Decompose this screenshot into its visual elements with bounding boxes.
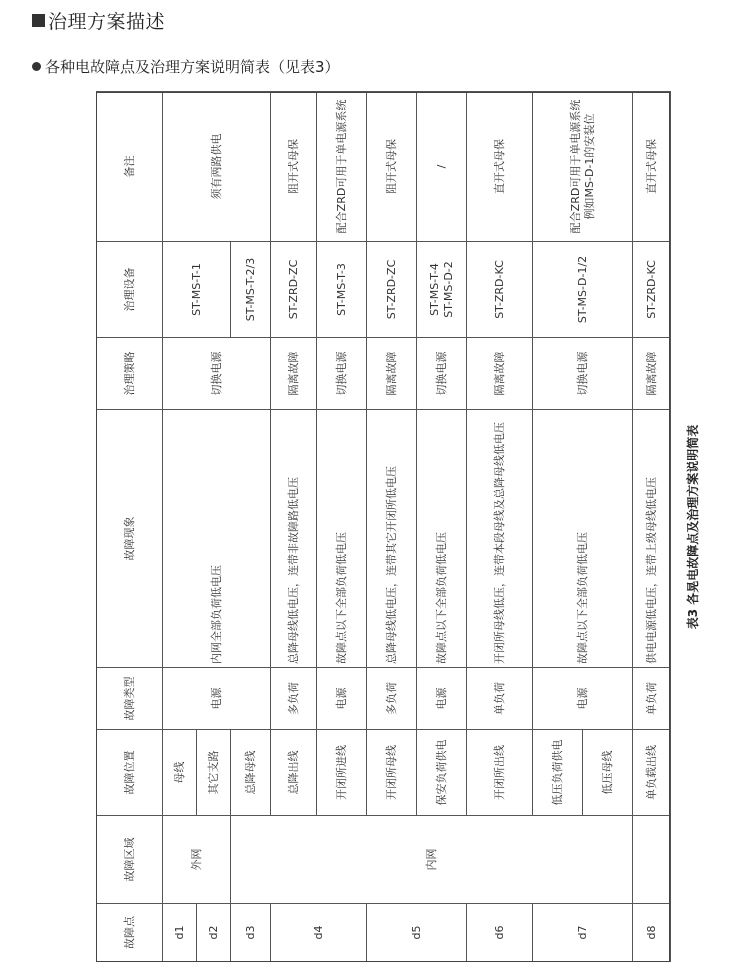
- cell-strategy: 隔离故障: [367, 338, 417, 410]
- device-line-1: ST-MS-T-4: [427, 263, 441, 316]
- cell-phenomenon: 总降母线低电压，连带其它开闭所低电压: [367, 410, 417, 668]
- cell-type: 单负荷: [467, 668, 533, 730]
- cell-location: 开闭所出线: [467, 730, 533, 816]
- cell-phenomenon: 故障点以下全部负荷低电压: [317, 410, 367, 668]
- cell-note: 阻开式母保: [367, 92, 417, 242]
- table-header-row: [97, 92, 163, 962]
- cell-point: d1: [163, 904, 197, 962]
- cell-device: ST-MS-T-1: [163, 242, 231, 338]
- cell-point: d2: [197, 904, 231, 962]
- cell-point: d5: [367, 904, 467, 962]
- cell-note: 直开式母保: [633, 92, 671, 242]
- cell-device: ST-MS-T-3: [317, 242, 367, 338]
- cell-location: 其它支路: [197, 730, 231, 816]
- cell-note: 配合ZRD可用于单电源系统: [317, 92, 367, 242]
- cell-location: 总降母线: [231, 730, 271, 816]
- table-row-d8: [633, 92, 671, 962]
- cell-type: 电源: [417, 668, 467, 730]
- cell-phenomenon: 故障点以下全部负荷低电压: [417, 410, 467, 668]
- cell-point: d7: [533, 904, 633, 962]
- cell-type: 多负荷: [271, 668, 317, 730]
- device-line-2: ST-MS-D-2: [441, 261, 455, 318]
- cell-location: 低压负荷供电: [533, 730, 583, 816]
- cell-strategy: 切换电源: [533, 338, 633, 410]
- header-location: 故障位置: [97, 730, 163, 816]
- cell-type: 电源: [317, 668, 367, 730]
- section-heading: [32, 7, 165, 34]
- cell-note: 阻开式母保: [271, 92, 317, 242]
- cell-point: d3: [231, 904, 271, 962]
- header-type: 故障类型: [97, 668, 163, 730]
- cell-device: ST-MS-T-2/3: [231, 242, 271, 338]
- cell-phenomenon: 内网全部负荷低电压: [163, 410, 271, 668]
- header-zone: 故障区域: [97, 816, 163, 904]
- cell-location: 单负载出线: [633, 730, 671, 816]
- cell-strategy: 切换电源: [317, 338, 367, 410]
- square-bullet-icon: [32, 14, 45, 27]
- cell-device: ST-ZRD-ZC: [271, 242, 317, 338]
- cell-device: ST-MS-D-1/2: [533, 242, 633, 338]
- cell-device: ST-ZRD-KC: [633, 242, 671, 338]
- cell-point: d8: [633, 904, 671, 962]
- cell-strategy: 隔离故障: [467, 338, 533, 410]
- cell-point: d6: [467, 904, 533, 962]
- cell-strategy: 切换电源: [163, 338, 271, 410]
- cell-location: 保安负荷供电: [417, 730, 467, 816]
- cell-type: 单负荷: [633, 668, 671, 730]
- header-note: 备注: [97, 92, 163, 242]
- cell-strategy: 隔离故障: [633, 338, 671, 410]
- table-row-d1: [163, 92, 197, 962]
- header-phenomenon: 故障现象: [97, 410, 163, 668]
- cell-note: 须有两路供电: [163, 92, 271, 242]
- cell-type: 电源: [533, 668, 633, 730]
- header-device: 治理设备: [97, 242, 163, 338]
- cell-phenomenon: 总降母线低电压，连带非故障路低电压: [271, 410, 317, 668]
- rotated-table-region: [96, 92, 707, 962]
- fault-table: [96, 91, 671, 962]
- cell-phenomenon: 开闭所母线低压，连带本段母线及总降母线低电压: [467, 410, 533, 668]
- sub-heading-text: 各种电故障点及治理方案说明简表（见表3）: [45, 58, 340, 76]
- header-point: 故障点: [97, 904, 163, 962]
- section-heading-text: 治理方案描述: [48, 11, 166, 33]
- cell-phenomenon: 故障点以下全部负荷低电压: [533, 410, 633, 668]
- dot-bullet-icon: [32, 62, 41, 71]
- cell-device: ST-ZRD-KC: [467, 242, 533, 338]
- header-strategy: 治理策略: [97, 338, 163, 410]
- cell-device: [417, 242, 467, 338]
- cell-point: d4: [271, 904, 367, 962]
- cell-location: 开闭所母线: [367, 730, 417, 816]
- table-container: [96, 92, 707, 962]
- table-caption: 表3 各晃电故障点及治理方案说明简表: [686, 424, 700, 630]
- cell-phenomenon: 供电电源低电压，连带上级母线低电压: [633, 410, 671, 668]
- cell-note: /: [417, 92, 467, 242]
- sub-heading: [32, 56, 340, 77]
- cell-zone-outer: 外网: [163, 816, 231, 904]
- cell-device: ST-ZRD-ZC: [367, 242, 417, 338]
- cell-location: 低压母线: [583, 730, 633, 816]
- cell-location: 开闭所进线: [317, 730, 367, 816]
- cell-zone: [633, 816, 671, 904]
- cell-type: 电源: [163, 668, 271, 730]
- cell-zone-inner: 内网: [231, 816, 633, 904]
- cell-strategy: 切换电源: [417, 338, 467, 410]
- cell-type: 多负荷: [367, 668, 417, 730]
- cell-strategy: 隔离故障: [271, 338, 317, 410]
- cell-note: 直开式母保: [467, 92, 533, 242]
- cell-location: 母线: [163, 730, 197, 816]
- cell-location: 总降出线: [271, 730, 317, 816]
- cell-note: 配合ZRD可用于单电源系统例如MS-D-1的安装位: [533, 92, 633, 242]
